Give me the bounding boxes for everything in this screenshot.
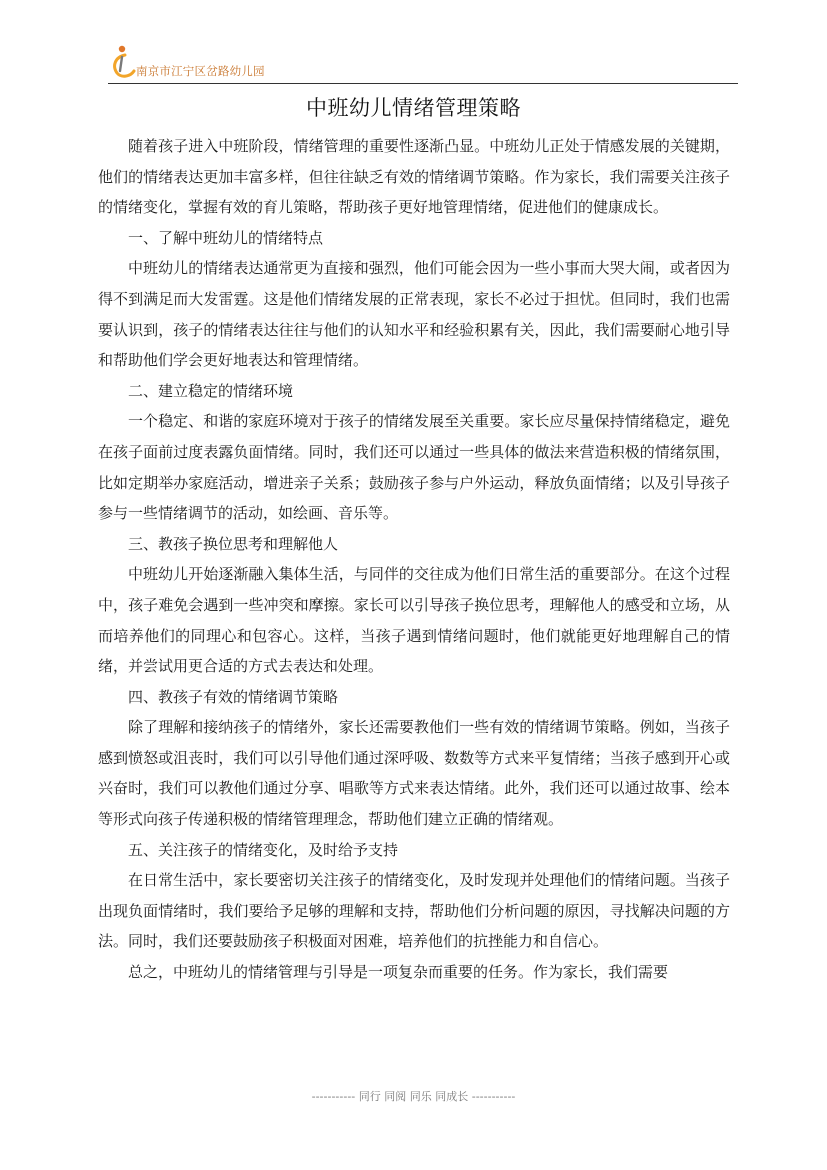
document-title: 中班幼儿情绪管理策略 (306, 96, 521, 120)
page-header (108, 44, 738, 84)
paragraph-2: 一个稳定、和谐的家庭环境对于孩子的情绪发展至关重要。家长应尽量保持情绪稳定，避免在孩子面前过度表露负面情绪。同时，我们还可以通过一些具体的做法来营造积极的情绪氛围，比如定期举办家庭活动，增进亲子关系；鼓励孩子参与户外运动，释放负面情绪；以及引导孩子参与一些情绪调节的活动，如绘画、音乐等。 (98, 412, 730, 523)
paragraph-5: 在日常生活中，家长要密切关注孩子的情绪变化，及时发现并处理他们的情绪问题。当孩子出现负面情绪时，我们要给予足够的理解和支持，帮助他们分析问题的原因，寻找解决问题的方法。同时，我们还要鼓励孩子积极面对困难，培养他们的抗挫能力和自信心。 (98, 871, 730, 951)
header-divider (108, 83, 738, 84)
document-body (98, 131, 730, 988)
section-heading-4: 四、教孩子有效的情绪调节策略 (128, 687, 339, 706)
section-heading-2: 二、建立稳定的情绪环境 (128, 381, 294, 400)
paragraph-1: 中班幼儿的情绪表达通常更为直接和强烈，他们可能会因为一些小事而大哭大闹，或者因为得不到满足而大发雷霆。这是他们情绪发展的正常表现，家长不必过于担忧。但同时，我们也需要认识到，孩子的情绪表达往往与他们的认知水平和经验积累有关，因此，我们需要耐心地引导和帮助他们学会更好地表达和管理情绪。 (98, 259, 730, 370)
paragraph-3: 中班幼儿开始逐渐融入集体生活，与同伴的交往成为他们日常生活的重要部分。在这个过程中，孩子难免会遇到一些冲突和摩擦。家长可以引导孩子换位思考，理解他人的感受和立场，从而培养他们的同理心和包容心。这样，当孩子遇到情绪问题时，他们就能更好地理解自己的情绪，并尝试用更合适的方式去表达和处理。 (98, 565, 730, 676)
section-heading-5: 五、关注孩子的情绪变化，及时给予支持 (128, 840, 399, 859)
page-footer: ----------- 同行 同阅 同乐 同成长 ----------- (311, 1090, 516, 1103)
paragraph-4: 除了理解和接纳孩子的情绪外，家长还需要教他们一些有效的情绪调节策略。例如，当孩子感到愤怒或沮丧时，我们可以引导他们通过深呼吸、数数等方式来平复情绪；当孩子感到开心或兴奋时，我们可以教他们通过分享、唱歌等方式来表达情绪。此外，我们还可以通过故事、绘本等形式向孩子传递积极的情绪管理理念，帮助他们建立正确的情绪观。 (98, 718, 730, 829)
school-name: 南京市江宁区岔路幼儿园 (136, 64, 265, 78)
section-heading-1: 一、了解中班幼儿的情绪特点 (128, 228, 324, 247)
paragraph-conclusion: 总之，中班幼儿的情绪管理与引导是一项复杂而重要的任务。作为家长，我们需要 (128, 963, 669, 982)
paragraph-intro: 随着孩子进入中班阶段，情绪管理的重要性逐渐凸显。中班幼儿正处于情感发展的关键期，他们的情绪表达更加丰富多样，但往往缺乏有效的情绪调节策略。作为家长，我们需要关注孩子的情绪变化，掌握有效的育儿策略，帮助孩子更好地管理情绪，促进他们的健康成长。 (98, 137, 730, 217)
section-heading-3: 三、教孩子换位思考和理解他人 (128, 534, 339, 553)
